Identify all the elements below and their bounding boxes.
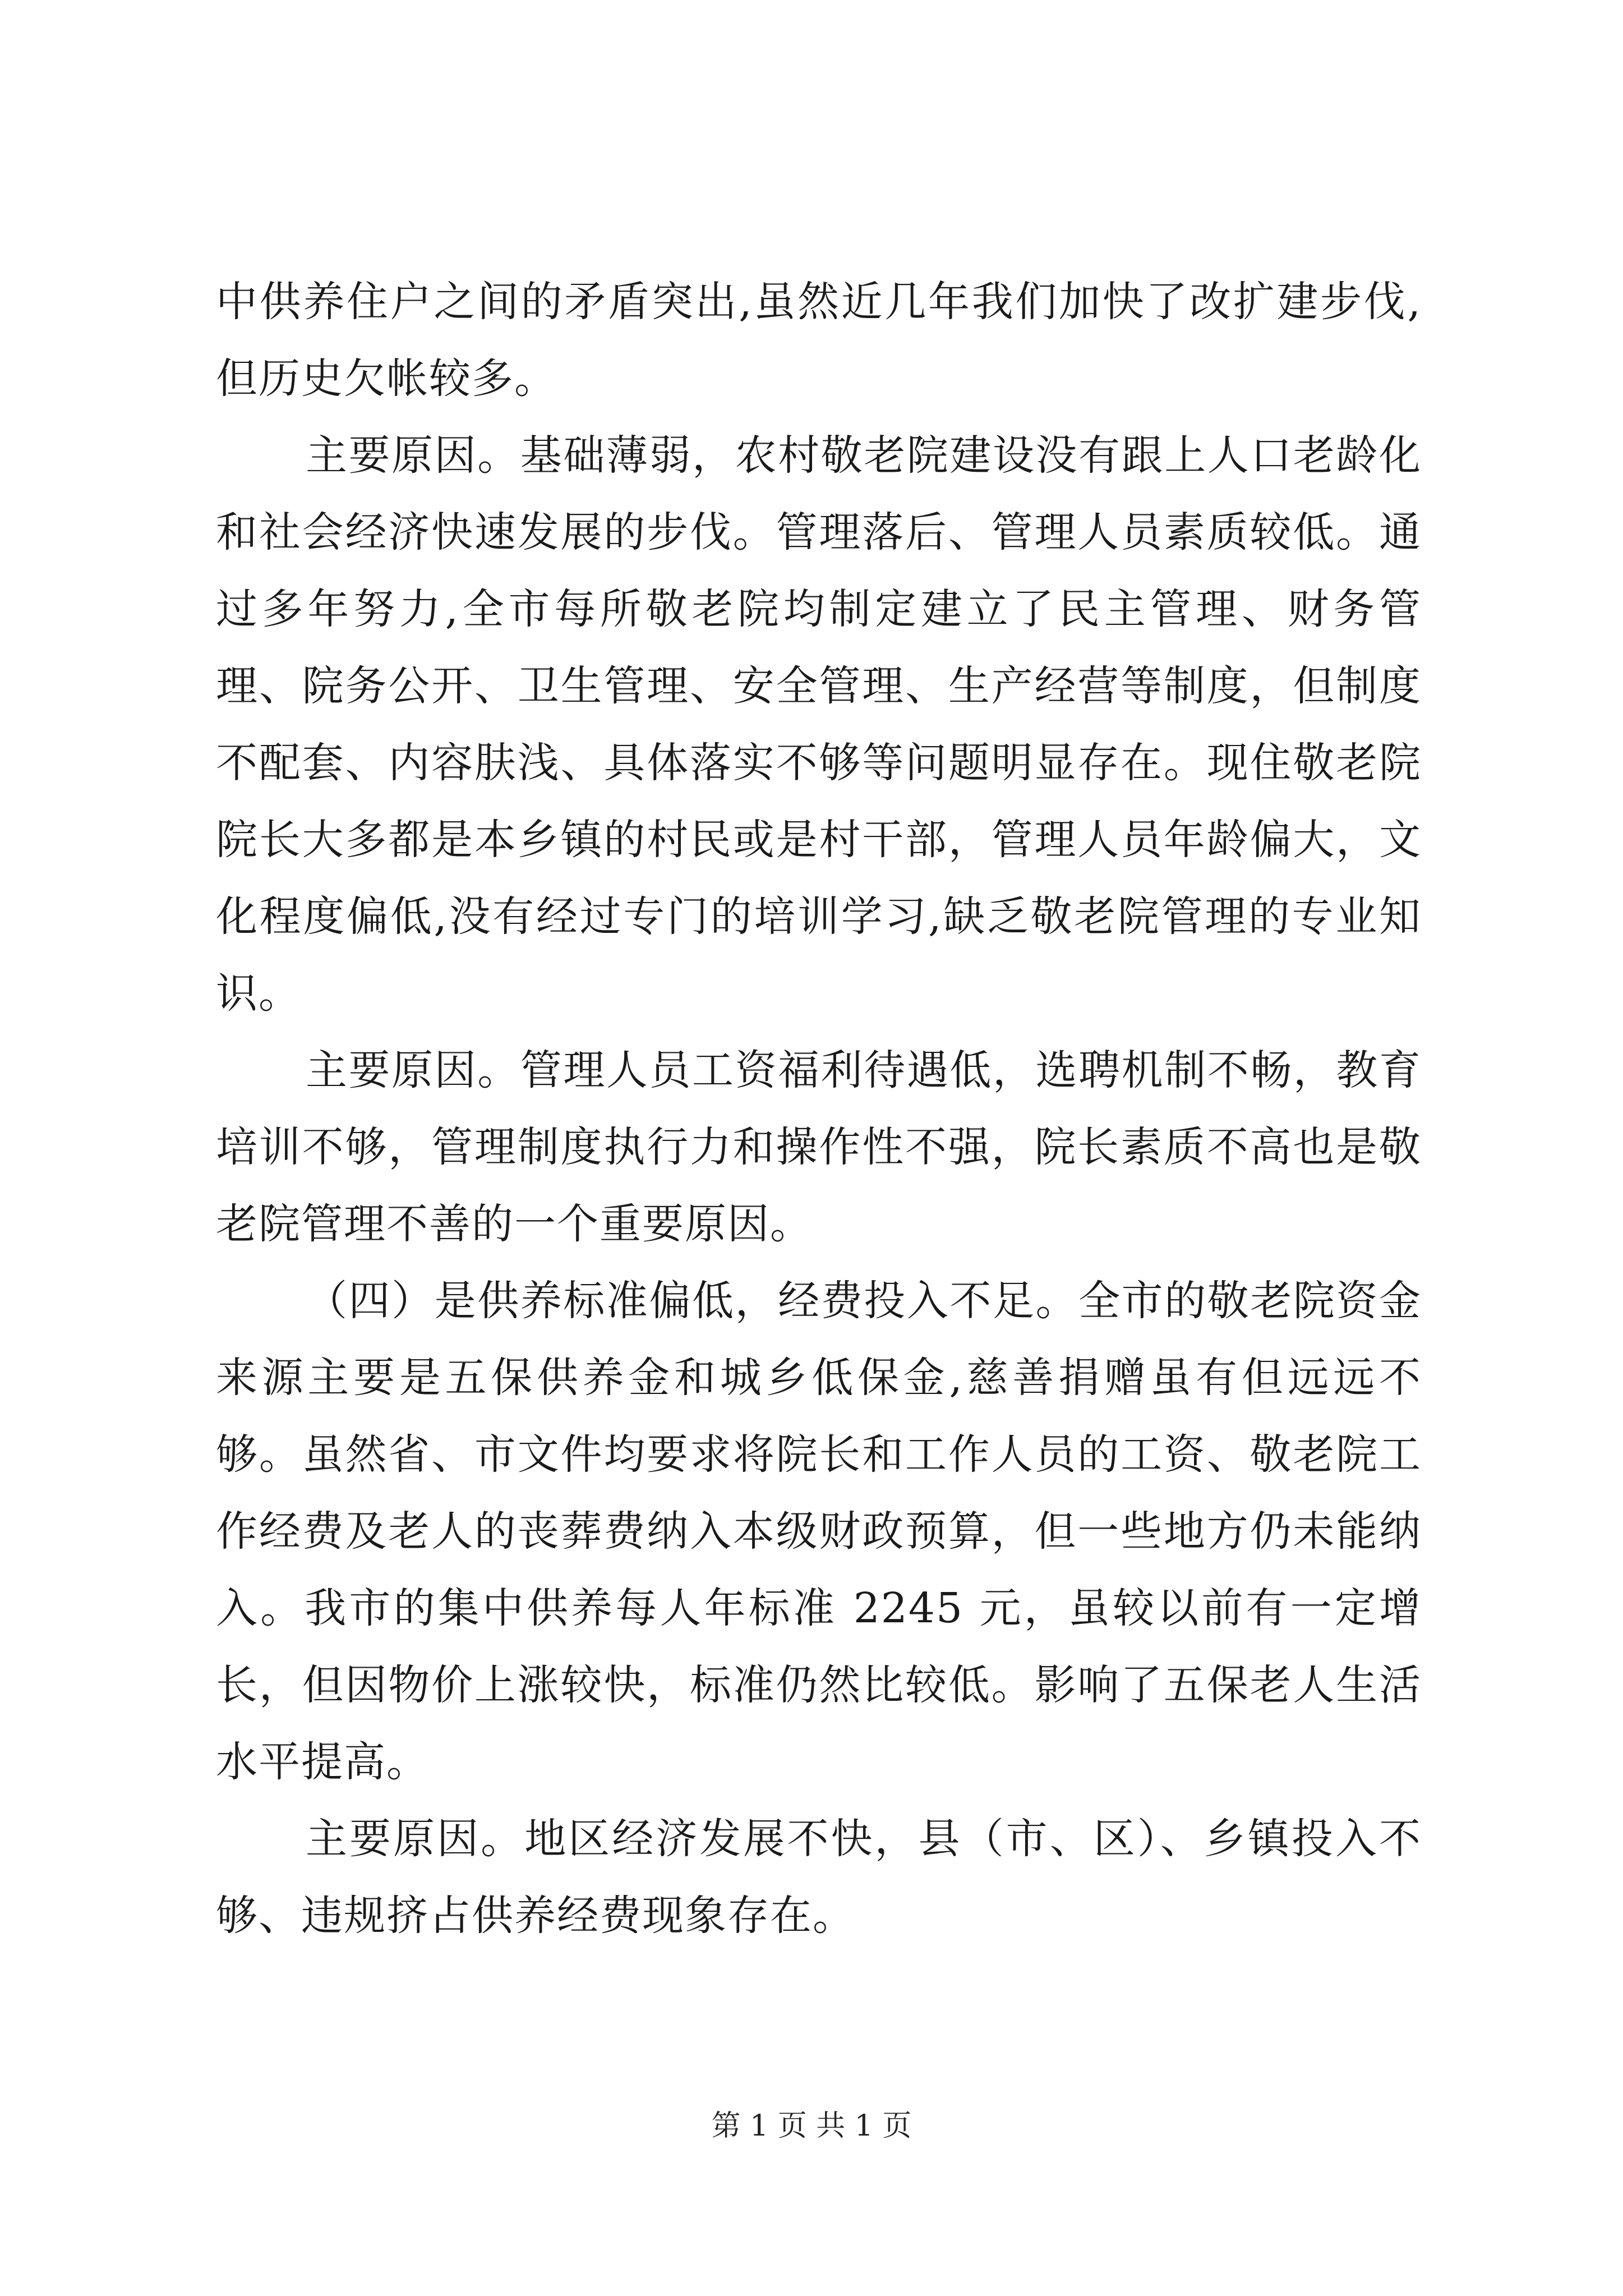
document-body bbox=[216, 264, 1422, 1954]
page-number-footer: 第 1 页 共 1 页 bbox=[711, 2109, 912, 2143]
paragraph-3: 主要原因。管理人员工资福利待遇低，选聘机制不畅，教育培训不够，管理制度执行力和操作性不强，院长素质不高也是敬老院管理不善的一个重要原因。 bbox=[216, 1046, 1422, 1248]
paragraph-4: （四）是供养标准偏低，经费投入不足。全市的敬老院资金来源主要是五保供养金和城乡低保金,慈善捐赠虽有但远远不够。虽然省、市文件均要求将院长和工作人员的工资、敬老院工作经费及老人的丧葬费纳入本级财政预算，但一些地方仍未能纳入。我市的集中供养每人年标准 2245 元，虽较以前有一定增长，但因物价上涨较快，标准仍然比较低。影响了五保老人生活水平提高。 bbox=[216, 1277, 1422, 1786]
paragraph-2: 主要原因。基础薄弱，农村敬老院建设没有跟上人口老龄化和社会经济快速发展的步伐。管理落后、管理人员素质较低。通过多年努力,全市每所敬老院均制定建立了民主管理、财务管理、院务公开、卫生管理、安全管理、生产经营等制度，但制度不配套、内容肤浅、具体落实不够等问题明显存在。现住敬老院院长大多都是本乡镇的村民或是村干部，管理人员年龄偏大，文化程度偏低,没有经过专门的培训学习,缺乏敬老院管理的专业知识。 bbox=[216, 431, 1422, 1018]
paragraph-1: 中供养住户之间的矛盾突出,虽然近几年我们加快了改扩建步伐,但历史欠帐较多。 bbox=[216, 278, 1422, 403]
paragraph-5: 主要原因。地区经济发展不快，县（市、区）、乡镇投入不够、违规挤占供养经费现象存在。 bbox=[216, 1815, 1422, 1940]
